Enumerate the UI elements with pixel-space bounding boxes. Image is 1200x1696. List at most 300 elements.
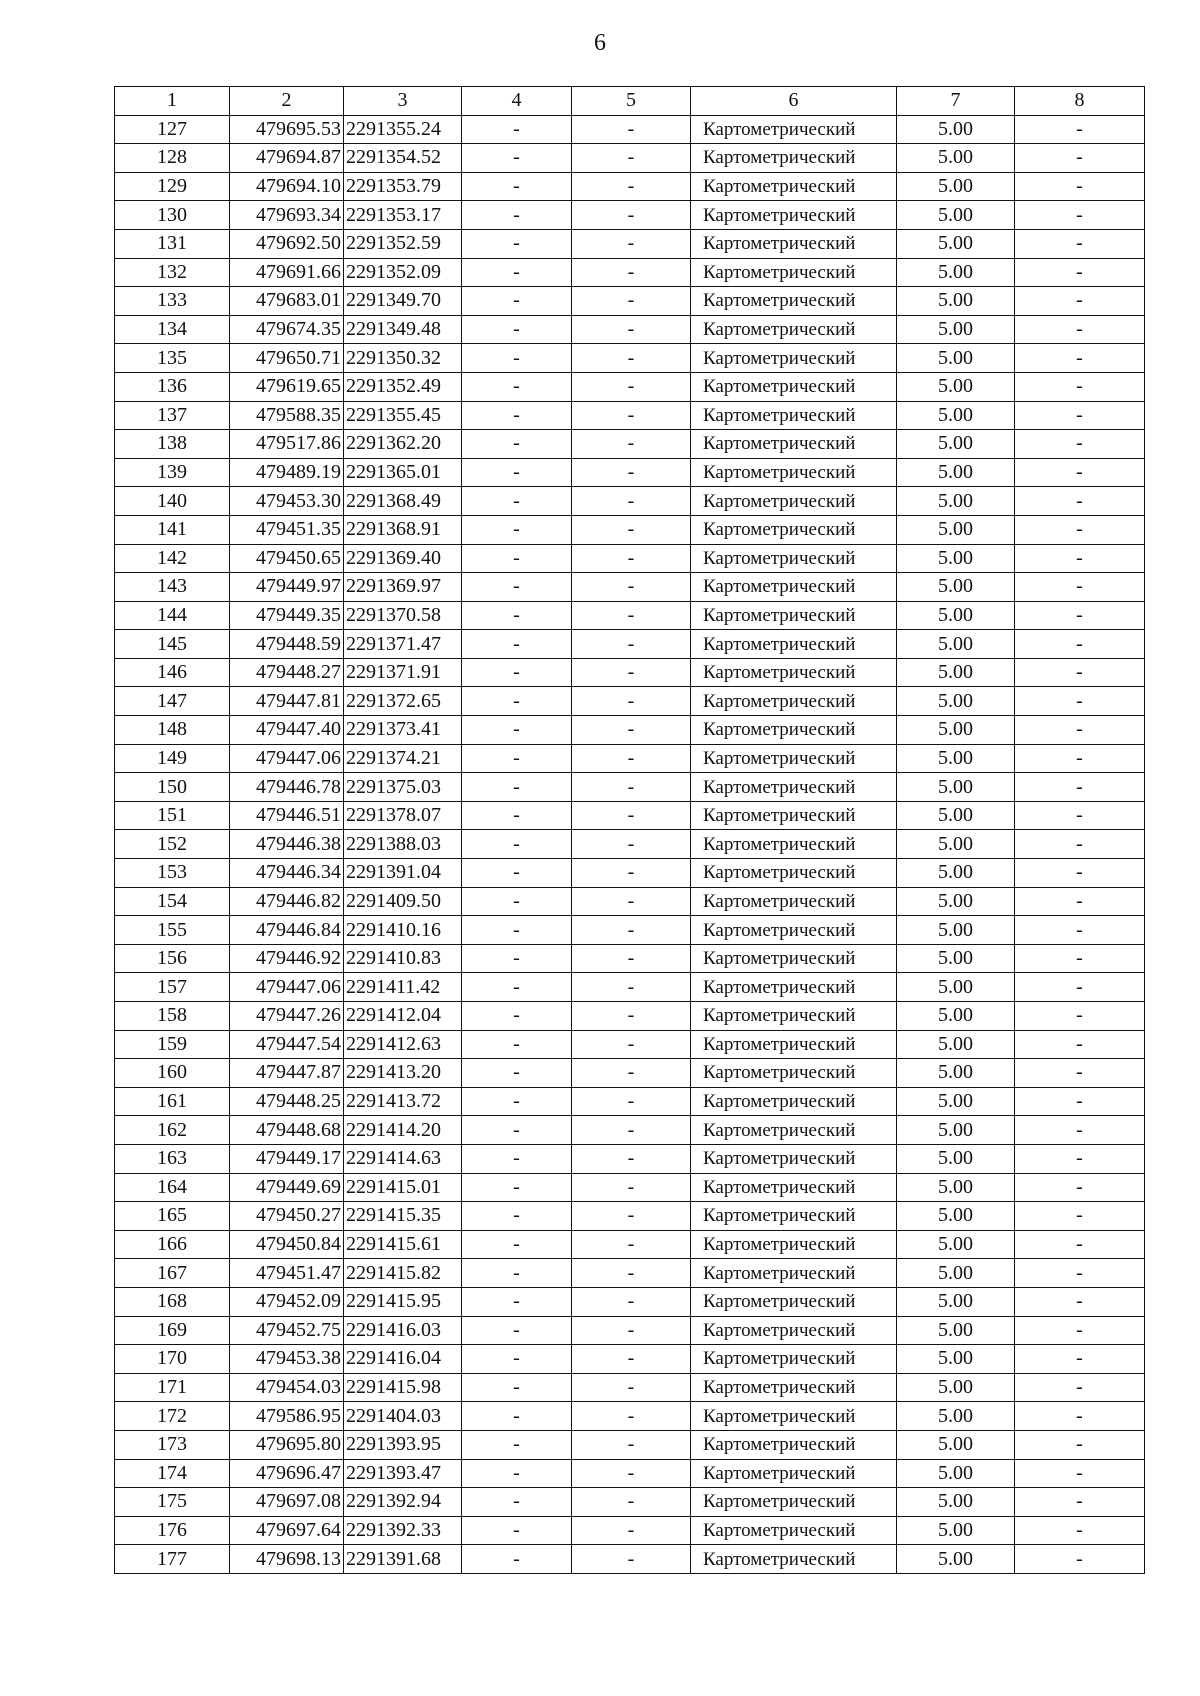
point-number-cell: 141 (115, 515, 230, 544)
point-number-cell: 152 (115, 830, 230, 859)
method-cell: Картометрический (691, 687, 897, 716)
table-row (115, 801, 1145, 830)
accuracy-cell: 5.00 (897, 430, 1015, 459)
column-8-cell: - (1015, 716, 1145, 745)
column-5-cell: - (572, 801, 691, 830)
accuracy-cell: 5.00 (897, 544, 1015, 573)
accuracy-cell: 5.00 (897, 573, 1015, 602)
accuracy-cell: 5.00 (897, 344, 1015, 373)
column-5-cell: - (572, 201, 691, 230)
table-row (115, 773, 1145, 802)
column-8-cell: - (1015, 830, 1145, 859)
method-cell: Картометрический (691, 172, 897, 201)
method-cell: Картометрический (691, 1516, 897, 1545)
method-cell: Картометрический (691, 1345, 897, 1374)
column-4-cell: - (462, 1230, 572, 1259)
column-5-cell: - (572, 172, 691, 201)
column-4-cell: - (462, 1002, 572, 1031)
column-8-cell: - (1015, 773, 1145, 802)
column-4-cell: - (462, 944, 572, 973)
y-coordinate-cell: 2291374.21 (344, 744, 462, 773)
accuracy-cell: 5.00 (897, 515, 1015, 544)
accuracy-cell: 5.00 (897, 1516, 1015, 1545)
column-8-cell: - (1015, 1116, 1145, 1145)
column-8-cell: - (1015, 1316, 1145, 1345)
accuracy-cell: 5.00 (897, 830, 1015, 859)
table-row (115, 515, 1145, 544)
y-coordinate-cell: 2291355.24 (344, 115, 462, 144)
x-coordinate-cell: 479674.35 (230, 315, 344, 344)
x-coordinate-cell: 479694.10 (230, 172, 344, 201)
column-5-cell: - (572, 658, 691, 687)
column-8-cell: - (1015, 1402, 1145, 1431)
table-row (115, 859, 1145, 888)
point-number-cell: 157 (115, 973, 230, 1002)
accuracy-cell: 5.00 (897, 201, 1015, 230)
column-8-cell: - (1015, 544, 1145, 573)
column-8-cell: - (1015, 144, 1145, 173)
table-row (115, 487, 1145, 516)
column-8-cell: - (1015, 258, 1145, 287)
x-coordinate-cell: 479452.09 (230, 1287, 344, 1316)
table-row (115, 830, 1145, 859)
method-cell: Картометрический (691, 658, 897, 687)
column-5-cell: - (572, 144, 691, 173)
column-8-cell: - (1015, 115, 1145, 144)
method-cell: Картометрический (691, 1430, 897, 1459)
x-coordinate-cell: 479619.65 (230, 372, 344, 401)
table-row (115, 1173, 1145, 1202)
y-coordinate-cell: 2291412.63 (344, 1030, 462, 1059)
column-5-cell: - (572, 1430, 691, 1459)
method-cell: Картометрический (691, 773, 897, 802)
accuracy-cell: 5.00 (897, 287, 1015, 316)
column-5-cell: - (572, 344, 691, 373)
y-coordinate-cell: 2291371.91 (344, 658, 462, 687)
column-header: 2 (230, 87, 344, 116)
y-coordinate-cell: 2291392.33 (344, 1516, 462, 1545)
y-coordinate-cell: 2291404.03 (344, 1402, 462, 1431)
x-coordinate-cell: 479446.84 (230, 916, 344, 945)
point-number-cell: 153 (115, 859, 230, 888)
column-8-cell: - (1015, 487, 1145, 516)
coordinates-table (114, 86, 1145, 1574)
point-number-cell: 137 (115, 401, 230, 430)
point-number-cell: 163 (115, 1144, 230, 1173)
accuracy-cell: 5.00 (897, 372, 1015, 401)
column-8-cell: - (1015, 229, 1145, 258)
point-number-cell: 139 (115, 458, 230, 487)
column-4-cell: - (462, 544, 572, 573)
column-5-cell: - (572, 544, 691, 573)
column-8-cell: - (1015, 372, 1145, 401)
column-8-cell: - (1015, 1259, 1145, 1288)
column-4-cell: - (462, 430, 572, 459)
column-5-cell: - (572, 1144, 691, 1173)
point-number-cell: 175 (115, 1488, 230, 1517)
point-number-cell: 165 (115, 1202, 230, 1231)
accuracy-cell: 5.00 (897, 172, 1015, 201)
column-8-cell: - (1015, 458, 1145, 487)
y-coordinate-cell: 2291372.65 (344, 687, 462, 716)
y-coordinate-cell: 2291350.32 (344, 344, 462, 373)
accuracy-cell: 5.00 (897, 315, 1015, 344)
column-4-cell: - (462, 916, 572, 945)
y-coordinate-cell: 2291369.40 (344, 544, 462, 573)
column-4-cell: - (462, 1059, 572, 1088)
method-cell: Картометрический (691, 801, 897, 830)
x-coordinate-cell: 479695.53 (230, 115, 344, 144)
column-8-cell: - (1015, 1516, 1145, 1545)
point-number-cell: 129 (115, 172, 230, 201)
y-coordinate-cell: 2291415.61 (344, 1230, 462, 1259)
x-coordinate-cell: 479454.03 (230, 1373, 344, 1402)
method-cell: Картометрический (691, 201, 897, 230)
column-5-cell: - (572, 1230, 691, 1259)
point-number-cell: 134 (115, 315, 230, 344)
column-4-cell: - (462, 401, 572, 430)
method-cell: Картометрический (691, 258, 897, 287)
y-coordinate-cell: 2291369.97 (344, 573, 462, 602)
accuracy-cell: 5.00 (897, 1430, 1015, 1459)
table-row (115, 944, 1145, 973)
method-cell: Картометрический (691, 1030, 897, 1059)
x-coordinate-cell: 479683.01 (230, 287, 344, 316)
x-coordinate-cell: 479448.25 (230, 1087, 344, 1116)
column-5-cell: - (572, 859, 691, 888)
column-8-cell: - (1015, 944, 1145, 973)
column-8-cell: - (1015, 887, 1145, 916)
point-number-cell: 159 (115, 1030, 230, 1059)
x-coordinate-cell: 479449.97 (230, 573, 344, 602)
column-8-cell: - (1015, 172, 1145, 201)
table-row (115, 601, 1145, 630)
x-coordinate-cell: 479446.78 (230, 773, 344, 802)
y-coordinate-cell: 2291365.01 (344, 458, 462, 487)
column-4-cell: - (462, 801, 572, 830)
column-8-cell: - (1015, 573, 1145, 602)
column-8-cell: - (1015, 1030, 1145, 1059)
y-coordinate-cell: 2291415.01 (344, 1173, 462, 1202)
table-row (115, 115, 1145, 144)
point-number-cell: 155 (115, 916, 230, 945)
method-cell: Картометрический (691, 1316, 897, 1345)
method-cell: Картометрический (691, 830, 897, 859)
x-coordinate-cell: 479447.06 (230, 744, 344, 773)
table-row (115, 630, 1145, 659)
method-cell: Картометрический (691, 716, 897, 745)
column-5-cell: - (572, 1059, 691, 1088)
table-row (115, 1030, 1145, 1059)
point-number-cell: 160 (115, 1059, 230, 1088)
point-number-cell: 147 (115, 687, 230, 716)
accuracy-cell: 5.00 (897, 601, 1015, 630)
x-coordinate-cell: 479450.65 (230, 544, 344, 573)
x-coordinate-cell: 479453.38 (230, 1345, 344, 1374)
column-8-cell: - (1015, 1345, 1145, 1374)
y-coordinate-cell: 2291352.59 (344, 229, 462, 258)
column-5-cell: - (572, 601, 691, 630)
y-coordinate-cell: 2291353.79 (344, 172, 462, 201)
y-coordinate-cell: 2291353.17 (344, 201, 462, 230)
method-cell: Картометрический (691, 315, 897, 344)
x-coordinate-cell: 479489.19 (230, 458, 344, 487)
y-coordinate-cell: 2291393.47 (344, 1459, 462, 1488)
method-cell: Картометрический (691, 1545, 897, 1574)
column-8-cell: - (1015, 1087, 1145, 1116)
x-coordinate-cell: 479447.26 (230, 1002, 344, 1031)
column-8-cell: - (1015, 430, 1145, 459)
column-5-cell: - (572, 1316, 691, 1345)
accuracy-cell: 5.00 (897, 1116, 1015, 1145)
accuracy-cell: 5.00 (897, 1087, 1015, 1116)
y-coordinate-cell: 2291393.95 (344, 1430, 462, 1459)
accuracy-cell: 5.00 (897, 1173, 1015, 1202)
method-cell: Картометрический (691, 287, 897, 316)
point-number-cell: 150 (115, 773, 230, 802)
accuracy-cell: 5.00 (897, 144, 1015, 173)
column-8-cell: - (1015, 859, 1145, 888)
y-coordinate-cell: 2291415.35 (344, 1202, 462, 1231)
x-coordinate-cell: 479446.51 (230, 801, 344, 830)
column-4-cell: - (462, 344, 572, 373)
column-8-cell: - (1015, 601, 1145, 630)
method-cell: Картометрический (691, 344, 897, 373)
column-8-cell: - (1015, 744, 1145, 773)
column-4-cell: - (462, 744, 572, 773)
point-number-cell: 148 (115, 716, 230, 745)
column-4-cell: - (462, 315, 572, 344)
table-row (115, 1144, 1145, 1173)
column-4-cell: - (462, 601, 572, 630)
column-5-cell: - (572, 773, 691, 802)
y-coordinate-cell: 2291416.04 (344, 1345, 462, 1374)
x-coordinate-cell: 479693.34 (230, 201, 344, 230)
point-number-cell: 143 (115, 573, 230, 602)
y-coordinate-cell: 2291354.52 (344, 144, 462, 173)
column-4-cell: - (462, 1402, 572, 1431)
x-coordinate-cell: 479451.47 (230, 1259, 344, 1288)
x-coordinate-cell: 479447.40 (230, 716, 344, 745)
column-8-cell: - (1015, 658, 1145, 687)
table-header-row (115, 87, 1145, 116)
column-5-cell: - (572, 401, 691, 430)
accuracy-cell: 5.00 (897, 1144, 1015, 1173)
column-5-cell: - (572, 458, 691, 487)
column-5-cell: - (572, 1173, 691, 1202)
column-4-cell: - (462, 1173, 572, 1202)
table-row (115, 1373, 1145, 1402)
x-coordinate-cell: 479694.87 (230, 144, 344, 173)
column-4-cell: - (462, 658, 572, 687)
point-number-cell: 149 (115, 744, 230, 773)
table-row (115, 258, 1145, 287)
accuracy-cell: 5.00 (897, 401, 1015, 430)
accuracy-cell: 5.00 (897, 1030, 1015, 1059)
y-coordinate-cell: 2291392.94 (344, 1488, 462, 1517)
table-row (115, 401, 1145, 430)
column-8-cell: - (1015, 1173, 1145, 1202)
point-number-cell: 177 (115, 1545, 230, 1574)
accuracy-cell: 5.00 (897, 973, 1015, 1002)
column-5-cell: - (572, 887, 691, 916)
y-coordinate-cell: 2291409.50 (344, 887, 462, 916)
column-4-cell: - (462, 515, 572, 544)
column-4-cell: - (462, 1488, 572, 1517)
column-header: 1 (115, 87, 230, 116)
column-5-cell: - (572, 1459, 691, 1488)
column-4-cell: - (462, 1545, 572, 1574)
column-4-cell: - (462, 372, 572, 401)
method-cell: Картометрический (691, 1116, 897, 1145)
column-4-cell: - (462, 458, 572, 487)
table-row (115, 344, 1145, 373)
table-row (115, 372, 1145, 401)
x-coordinate-cell: 479452.75 (230, 1316, 344, 1345)
column-header: 5 (572, 87, 691, 116)
method-cell: Картометрический (691, 372, 897, 401)
y-coordinate-cell: 2291410.16 (344, 916, 462, 945)
accuracy-cell: 5.00 (897, 1002, 1015, 1031)
method-cell: Картометрический (691, 1488, 897, 1517)
table-row (115, 1116, 1145, 1145)
y-coordinate-cell: 2291412.04 (344, 1002, 462, 1031)
accuracy-cell: 5.00 (897, 773, 1015, 802)
x-coordinate-cell: 479450.27 (230, 1202, 344, 1231)
column-4-cell: - (462, 144, 572, 173)
column-4-cell: - (462, 1373, 572, 1402)
column-5-cell: - (572, 973, 691, 1002)
accuracy-cell: 5.00 (897, 487, 1015, 516)
y-coordinate-cell: 2291373.41 (344, 716, 462, 745)
column-5-cell: - (572, 515, 691, 544)
column-4-cell: - (462, 1116, 572, 1145)
method-cell: Картометрический (691, 1287, 897, 1316)
column-8-cell: - (1015, 1144, 1145, 1173)
point-number-cell: 174 (115, 1459, 230, 1488)
column-5-cell: - (572, 1087, 691, 1116)
x-coordinate-cell: 479447.87 (230, 1059, 344, 1088)
y-coordinate-cell: 2291414.20 (344, 1116, 462, 1145)
column-4-cell: - (462, 1287, 572, 1316)
x-coordinate-cell: 479453.30 (230, 487, 344, 516)
table-row (115, 1316, 1145, 1345)
table-row (115, 744, 1145, 773)
column-8-cell: - (1015, 687, 1145, 716)
point-number-cell: 161 (115, 1087, 230, 1116)
column-5-cell: - (572, 229, 691, 258)
column-5-cell: - (572, 1345, 691, 1374)
column-8-cell: - (1015, 1059, 1145, 1088)
accuracy-cell: 5.00 (897, 1402, 1015, 1431)
x-coordinate-cell: 479446.38 (230, 830, 344, 859)
method-cell: Картометрический (691, 1059, 897, 1088)
accuracy-cell: 5.00 (897, 1459, 1015, 1488)
point-number-cell: 132 (115, 258, 230, 287)
point-number-cell: 162 (115, 1116, 230, 1145)
accuracy-cell: 5.00 (897, 1287, 1015, 1316)
column-5-cell: - (572, 716, 691, 745)
column-5-cell: - (572, 372, 691, 401)
y-coordinate-cell: 2291415.95 (344, 1287, 462, 1316)
accuracy-cell: 5.00 (897, 1545, 1015, 1574)
x-coordinate-cell: 479586.95 (230, 1402, 344, 1431)
column-5-cell: - (572, 830, 691, 859)
table-row (115, 1230, 1145, 1259)
column-5-cell: - (572, 287, 691, 316)
table-body (115, 115, 1145, 1573)
table-row (115, 1087, 1145, 1116)
x-coordinate-cell: 479448.68 (230, 1116, 344, 1145)
table-row (115, 229, 1145, 258)
x-coordinate-cell: 479691.66 (230, 258, 344, 287)
y-coordinate-cell: 2291413.72 (344, 1087, 462, 1116)
method-cell: Картометрический (691, 515, 897, 544)
method-cell: Картометрический (691, 144, 897, 173)
point-number-cell: 130 (115, 201, 230, 230)
column-8-cell: - (1015, 1488, 1145, 1517)
x-coordinate-cell: 479447.54 (230, 1030, 344, 1059)
point-number-cell: 171 (115, 1373, 230, 1402)
x-coordinate-cell: 479449.17 (230, 1144, 344, 1173)
column-4-cell: - (462, 1316, 572, 1345)
column-8-cell: - (1015, 916, 1145, 945)
method-cell: Картометрический (691, 859, 897, 888)
table-row (115, 658, 1145, 687)
point-number-cell: 138 (115, 430, 230, 459)
table-row (115, 144, 1145, 173)
column-4-cell: - (462, 859, 572, 888)
y-coordinate-cell: 2291414.63 (344, 1144, 462, 1173)
method-cell: Картометрический (691, 487, 897, 516)
column-header: 8 (1015, 87, 1145, 116)
accuracy-cell: 5.00 (897, 716, 1015, 745)
column-8-cell: - (1015, 287, 1145, 316)
column-4-cell: - (462, 773, 572, 802)
accuracy-cell: 5.00 (897, 744, 1015, 773)
column-5-cell: - (572, 1287, 691, 1316)
method-cell: Картометрический (691, 401, 897, 430)
x-coordinate-cell: 479446.82 (230, 887, 344, 916)
point-number-cell: 167 (115, 1259, 230, 1288)
table-row (115, 1059, 1145, 1088)
column-4-cell: - (462, 1430, 572, 1459)
method-cell: Картометрический (691, 458, 897, 487)
column-4-cell: - (462, 258, 572, 287)
table-row (115, 544, 1145, 573)
table-row (115, 1002, 1145, 1031)
column-8-cell: - (1015, 1545, 1145, 1574)
table-row (115, 1259, 1145, 1288)
x-coordinate-cell: 479449.35 (230, 601, 344, 630)
point-number-cell: 164 (115, 1173, 230, 1202)
accuracy-cell: 5.00 (897, 916, 1015, 945)
column-5-cell: - (572, 258, 691, 287)
column-4-cell: - (462, 1345, 572, 1374)
y-coordinate-cell: 2291391.68 (344, 1545, 462, 1574)
y-coordinate-cell: 2291391.04 (344, 859, 462, 888)
point-number-cell: 176 (115, 1516, 230, 1545)
x-coordinate-cell: 479697.64 (230, 1516, 344, 1545)
accuracy-cell: 5.00 (897, 801, 1015, 830)
point-number-cell: 144 (115, 601, 230, 630)
accuracy-cell: 5.00 (897, 1202, 1015, 1231)
method-cell: Картометрический (691, 1202, 897, 1231)
table-row (115, 716, 1145, 745)
column-5-cell: - (572, 487, 691, 516)
accuracy-cell: 5.00 (897, 687, 1015, 716)
column-4-cell: - (462, 830, 572, 859)
